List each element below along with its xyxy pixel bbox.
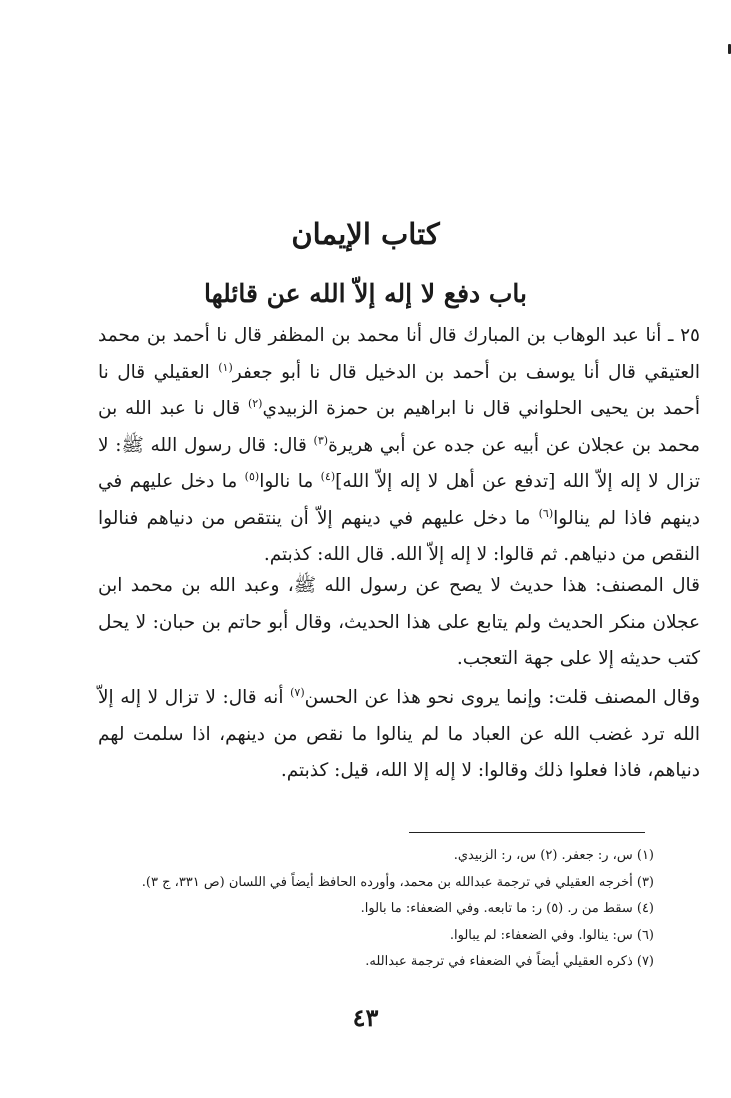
footnote-separator xyxy=(409,832,645,833)
chapter-title: باب دفع لا إله إلاّ الله عن قائلها xyxy=(204,278,527,308)
hadith-text-4: قال: قال رسول الله ﷺ: لا تزال لا إله إلاّ الله [تدفع عن أهل لا إله إلاّ الله] xyxy=(98,434,700,492)
author-note-paragraph xyxy=(98,680,700,790)
book-title: كتاب الإيمان xyxy=(291,217,440,252)
footnote-line: (٦) س: ينالوا. وفي الضعفاء: لم يبالوا. xyxy=(449,927,654,943)
hadith-text-6: ما دخل عليهم في دينهم فاذا لم ينالوا xyxy=(98,471,700,529)
footnote-line: (٤) سقط من ر. (٥) ر: ما تابعه. وفي الضعفاء: ما بالوا. xyxy=(360,901,654,917)
footnote-line: (٧) ذكره العقيلي أيضاً في الضعفاء في ترجمة عبدالله. xyxy=(365,954,654,970)
footnote-ref-7: (٧) xyxy=(290,685,305,699)
author-note-intro: وقال المصنف قلت: وإنما يروى نحو هذا عن الحسن xyxy=(304,687,700,708)
footnote-ref-1: (١) xyxy=(218,360,233,374)
footnote-line: (٣) أخرجه العقيلي في ترجمة عبدالله بن محمد، وأورده الحافظ أيضاً في اللسان (ص ٣٣١، ج ٣). xyxy=(141,874,654,890)
hadith-text-5: ما نالوا xyxy=(259,471,321,492)
footnotes-list xyxy=(98,843,654,976)
footnote-ref-5: (٥) xyxy=(244,469,260,483)
hadith-chain-text: ٢٥ ـ أنا عبد الوهاب بن المبارك قال أنا محمد بن المظفر قال نا أحمد بن محمد العتيقي قال أنا يوسف بن أحمد بن الدخيل قال نا أبو جعفر xyxy=(98,325,700,383)
hadith-text-2: العقيلي قال نا أحمد بن يحيى الحلواني قال نا ابراهيم بن حمزة الزبيدي xyxy=(98,361,700,419)
page-number: ٤٣ xyxy=(352,1003,379,1032)
footnote-line: (١) س، ر: جعفر. (٢) س، ر: الزبيدي. xyxy=(453,848,654,863)
footnote-ref-6: (٦) xyxy=(538,506,554,520)
author-note-text: أنه قال: لا تزال لا إله إلاّ الله ترد غضب الله عن العباد ما لم ينالوا ما نقص من دينهم، اذا سلمت لهم دنياهم، فاذا فعلوا ذلك وقالوا: لا إله إلا الله، قيل: كذبتم. xyxy=(98,687,700,781)
footnote-ref-2: (٢) xyxy=(247,396,263,410)
footnote-ref-4: (٤) xyxy=(320,469,336,483)
hadith-text-7: ما دخل عليهم في دينهم إلاّ أن ينتقص من دنياهم فنالوا النقص من دنياهم. ثم قالوا: لا إله إلاّ الله. قال الله: كذبتم. xyxy=(98,507,700,565)
hadith-paragraph xyxy=(98,318,700,574)
author-comment-paragraph: قال المصنف: هذا حديث لا يصح عن رسول الله ﷺ، وعبد الله بن محمد ابن عجلان منكر الحديث ولم يتابع على هذا الحديث، وقال أبو حاتم بن حبان: لا يحل كتب حديثه إلا على جهة التعجب. xyxy=(98,575,700,669)
hadith-text-3: قال نا عبد الله بن محمد بن عجلان عن أبيه عن جده عن أبي هريرة xyxy=(98,398,700,456)
footnote-ref-3: (٣) xyxy=(313,433,329,447)
